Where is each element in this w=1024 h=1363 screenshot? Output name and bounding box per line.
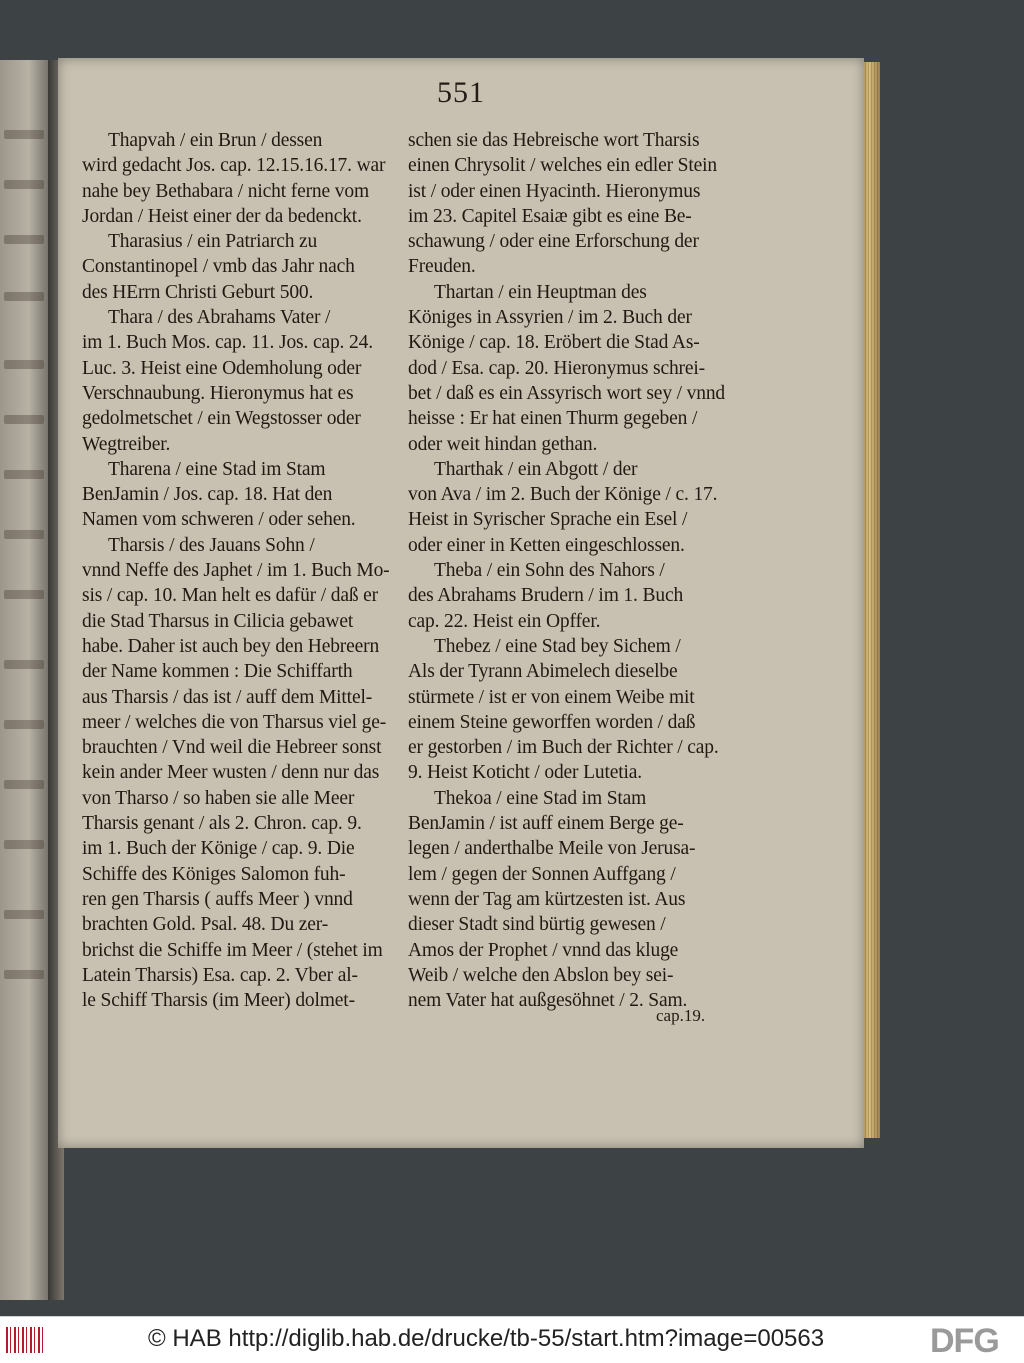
text-line: im 1. Buch der Könige / cap. 9. Die (82, 838, 355, 860)
text-line: schen sie das Hebreische wort Tharsis (408, 130, 700, 151)
text-line: ist / oder einen Hyacinth. Hieronymus (408, 180, 701, 202)
text-line: von Tharso / so haben sie alle Meer (82, 787, 355, 809)
text-line: schawung / oder eine Erforschung der (408, 231, 699, 253)
book-page (58, 58, 864, 1148)
text-line: nem Vater hat außgesöhnet / 2. Sam. (408, 990, 688, 1012)
text-line: Theba / ein Sohn des Nahors / (434, 560, 665, 582)
text-line: brachten Gold. Psal. 48. Du zer- (82, 914, 329, 936)
text-line: Amos der Prophet / vnnd das kluge (408, 939, 679, 961)
text-line: ren gen Tharsis ( auffs Meer ) vnnd (82, 888, 353, 910)
text-line: Freuden. (408, 256, 476, 278)
text-line: Könige / cap. 18. Eröbert die Stad As- (408, 332, 700, 354)
text-line: im 1. Buch Mos. cap. 11. Jos. cap. 24. (82, 332, 373, 354)
dfg-logo: DFG (930, 1322, 999, 1360)
text-line: aus Tharsis / das ist / auff dem Mittel- (82, 686, 373, 708)
text-line: heisse : Er hat einen Thurm gegeben / (408, 408, 698, 430)
footer-bar (0, 1316, 1024, 1363)
text-line: BenJamin / ist auff einem Berge ge- (408, 813, 684, 835)
text-line: le Schiff Tharsis (im Meer) dolmet- (82, 990, 355, 1012)
facing-page-edge (0, 60, 52, 1300)
text-line: Thapvah / ein Brun / dessen (108, 130, 323, 151)
text-line: Namen vom schweren / oder sehen. (82, 509, 356, 531)
text-line: Thara / des Abrahams Vater / (108, 307, 331, 329)
text-line: Königes in Assyrien / im 2. Buch der (408, 307, 692, 329)
text-line: BenJamin / Jos. cap. 18. Hat den (82, 484, 333, 506)
text-line: Thekoa / eine Stad im Stam (434, 787, 647, 809)
text-line: bet / daß es ein Assyrisch wort sey / vnnd (408, 382, 726, 404)
text-line: meer / welches die von Tharsus viel ge- (82, 711, 387, 733)
credit-link[interactable]: © HAB http://diglib.hab.de/drucke/tb-55/start.htm?image=00563 (148, 1325, 825, 1352)
text-line: wird gedacht Jos. cap. 12.15.16.17. war (82, 155, 386, 177)
text-line: des HErrn Christi Geburt 500. (82, 281, 314, 303)
text-line: er gestorben / im Buch der Richter / cap. (408, 737, 719, 759)
page-number: 551 (437, 76, 485, 109)
text-line: gedolmetschet / ein Wegstosser oder (82, 408, 361, 430)
text-line: legen / anderthalbe Meile von Jerusa- (408, 838, 696, 860)
text-line: Jordan / Heist einer der da bedenckt. (82, 205, 362, 227)
text-line: vnnd Neffe des Japhet / im 1. Buch Mo- (82, 560, 390, 582)
text-line: Verschnaubung. Hieronymus hat es (82, 382, 354, 404)
text-line: 9. Heist Koticht / oder Lutetia. (408, 762, 643, 784)
text-line: dod / Esa. cap. 20. Hieronymus schrei- (408, 357, 706, 379)
text-line: sis / cap. 10. Man helt es dafür / daß er (82, 585, 379, 607)
text-line: von Ava / im 2. Buch der Könige / c. 17. (408, 484, 718, 506)
text-line: stürmete / ist er von einem Weibe mit (408, 686, 695, 708)
text-line: die Stad Tharsus in Cilicia gebawet (82, 610, 354, 632)
right-text-column (408, 128, 743, 1013)
text-line: Als der Tyrann Abimelech dieselbe (408, 661, 678, 683)
catchword: cap.19. (656, 1006, 706, 1025)
left-text-column (82, 128, 417, 1013)
text-line: oder einer in Ketten eingeschlossen. (408, 534, 685, 556)
text-line: Tharsis / des Jauans Sohn / (108, 534, 315, 556)
text-line: Heist in Syrischer Sprache ein Esel / (408, 509, 688, 531)
text-line: Latein Tharsis) Esa. cap. 2. Vber al- (82, 964, 358, 986)
text-line: Tharsis genant / als 2. Chron. cap. 9. (82, 813, 362, 835)
text-line: der Name kommen : Die Schiffarth (82, 661, 353, 683)
text-line: cap. 22. Heist ein Opffer. (408, 610, 601, 632)
text-line: brichst die Schiffe im Meer / (stehet im (82, 939, 383, 961)
text-line: kein ander Meer wusten / denn nur das (82, 762, 380, 784)
text-line: Constantinopel / vmb das Jahr nach (82, 256, 355, 278)
text-line: Weib / welche den Abslon bey sei- (408, 964, 674, 986)
text-line: wenn der Tag am kürtzesten ist. Aus (408, 888, 686, 910)
gilt-page-edges (862, 62, 880, 1138)
text-line: habe. Daher ist auch bey den Hebreern (82, 635, 380, 657)
text-line: Tharthak / ein Abgott / der (434, 458, 638, 480)
text-line: Schiffe des Königes Salomon fuh- (82, 863, 346, 885)
text-line: im 23. Capitel Esaiæ gibt es eine Be- (408, 205, 692, 227)
library-logo-icon (6, 1327, 46, 1353)
text-line: dieser Stadt sind bürtig gewesen / (408, 914, 666, 936)
text-line: brauchten / Vnd weil die Hebreer sonst (82, 737, 382, 759)
text-line: Luc. 3. Heist eine Odemholung oder (82, 357, 362, 379)
text-line: Tharasius / ein Patriarch zu (108, 231, 318, 253)
text-line: Thartan / ein Heuptman des (434, 281, 647, 303)
text-line: lem / gegen der Sonnen Auffgang / (408, 863, 676, 885)
text-line: nahe bey Bethabara / nicht ferne vom (82, 180, 369, 202)
text-line: Wegtreiber. (82, 433, 171, 455)
text-line: Tharena / eine Stad im Stam (108, 458, 326, 480)
text-line: des Abrahams Brudern / im 1. Buch (408, 585, 684, 607)
text-line: einem Steine geworffen worden / daß (408, 711, 696, 733)
text-line: oder weit hindan gethan. (408, 433, 598, 455)
text-line: einen Chrysolit / welches ein edler Stein (408, 155, 718, 177)
text-line: Thebez / eine Stad bey Sichem / (434, 635, 681, 657)
